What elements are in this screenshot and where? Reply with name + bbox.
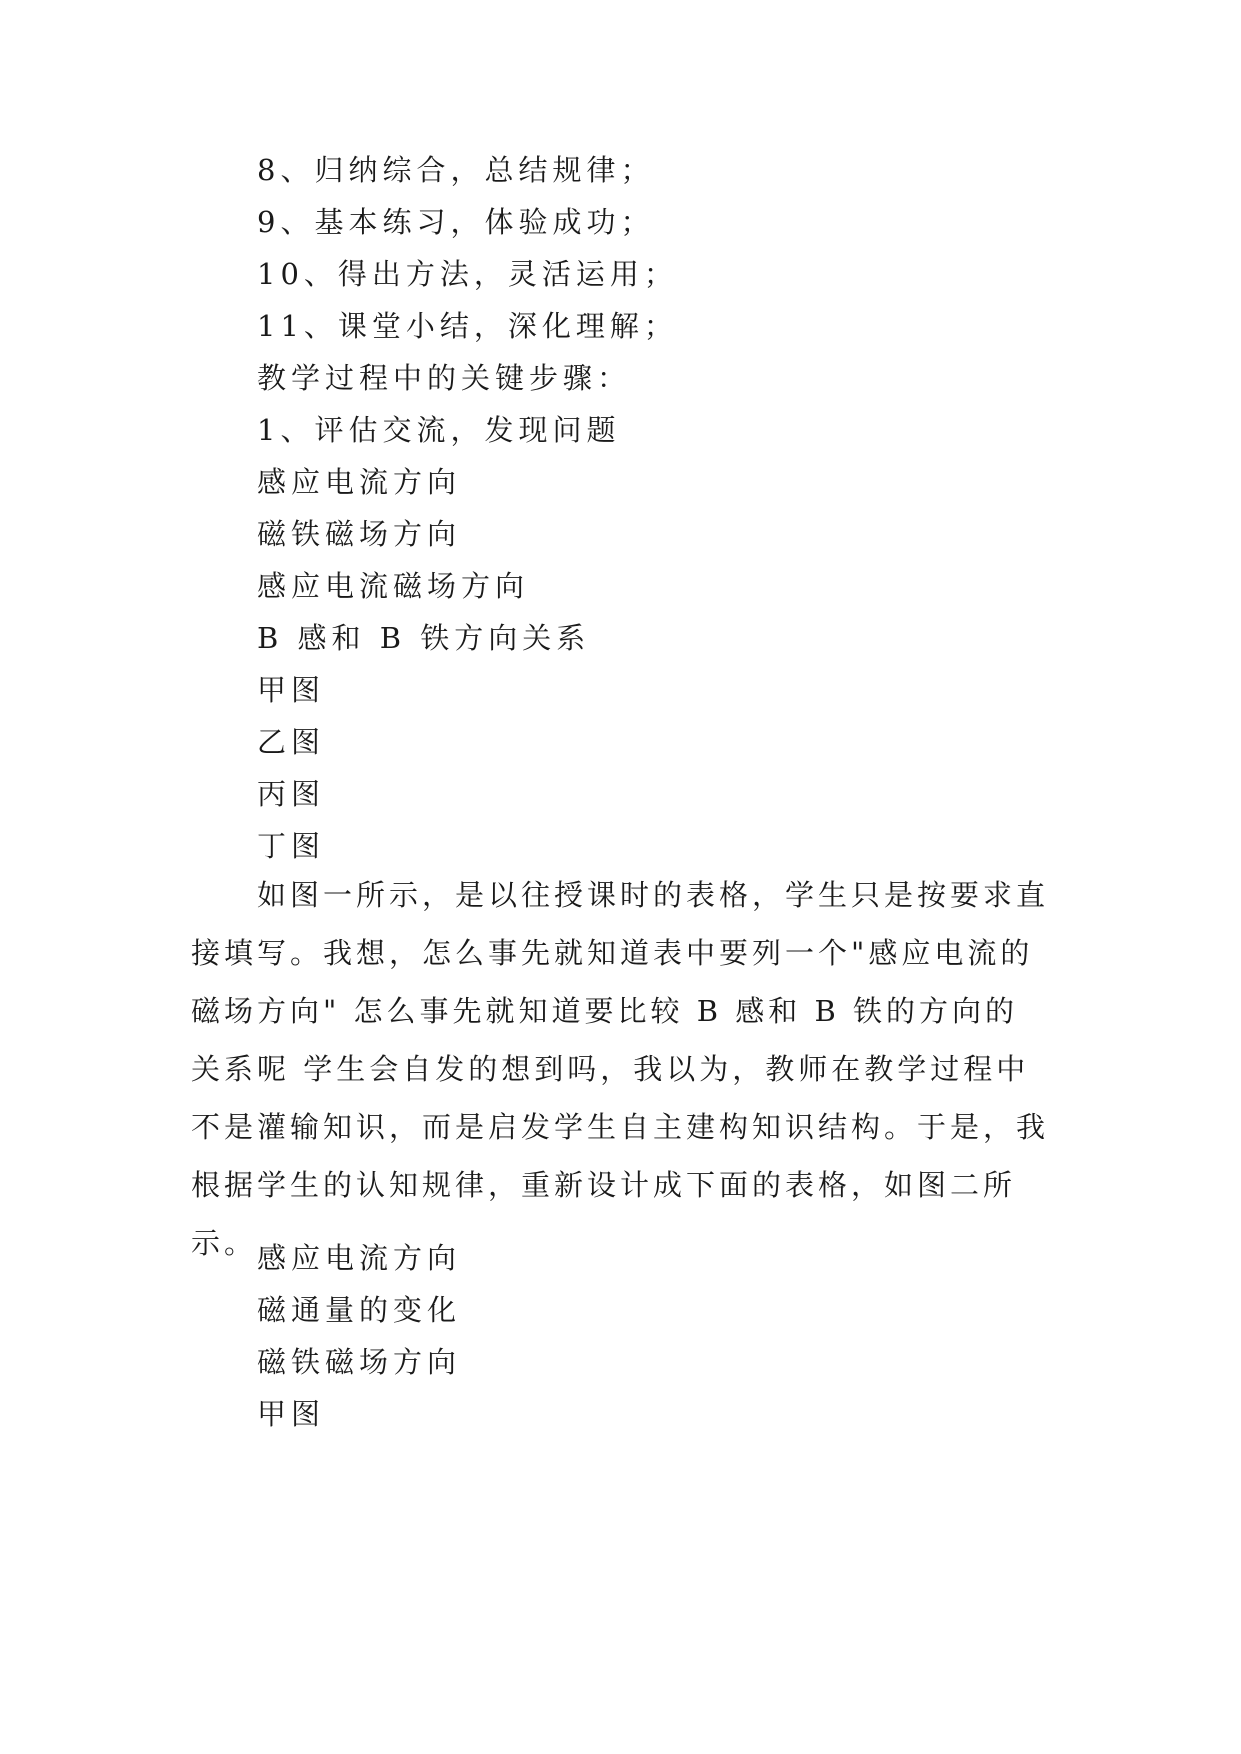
text-line: 感应电流方向 [257, 1241, 462, 1275]
text-line: 磁通量的变化 [257, 1293, 462, 1327]
body-paragraph: 如图一所示，是以往授课时的表格，学生只是按要求直接填写。我想，怎么事先就知道表中要列一个"感应电流的磁场方向" 怎么事先就知道要比较 B 感和 B 铁的方向的关系呢 学生会自发的想到吗，我以为，教师在教学过程中不是灌输知识，而是启发学生自主建构知识结构。于是，我根据学生的认知规律，重新设计成下面的表格，如图二所示。 [191, 878, 1050, 1260]
text-line: 8、归纳综合，总结规律； [257, 153, 655, 187]
text-line: 11、课堂小结，深化理解； [257, 309, 678, 343]
text-line: 丁图 [257, 829, 326, 863]
text-line: 教学过程中的关键步骤： [257, 361, 632, 395]
text-line: 感应电流磁场方向 [257, 569, 530, 603]
text-line: 乙图 [257, 725, 326, 759]
text-line: 丙图 [257, 777, 326, 811]
text-line: 磁铁磁场方向 [257, 517, 462, 551]
text-line: 10、得出方法，灵活运用； [257, 257, 678, 291]
text-line: 1、评估交流，发现问题 [257, 413, 621, 447]
text-line: B 感和 B 铁方向关系 [257, 621, 591, 655]
text-line: 甲图 [257, 673, 326, 707]
text-line: 甲图 [257, 1397, 326, 1431]
text-line: 9、基本练习，体验成功； [257, 205, 655, 239]
text-line: 磁铁磁场方向 [257, 1345, 462, 1379]
text-line: 感应电流方向 [257, 465, 462, 499]
